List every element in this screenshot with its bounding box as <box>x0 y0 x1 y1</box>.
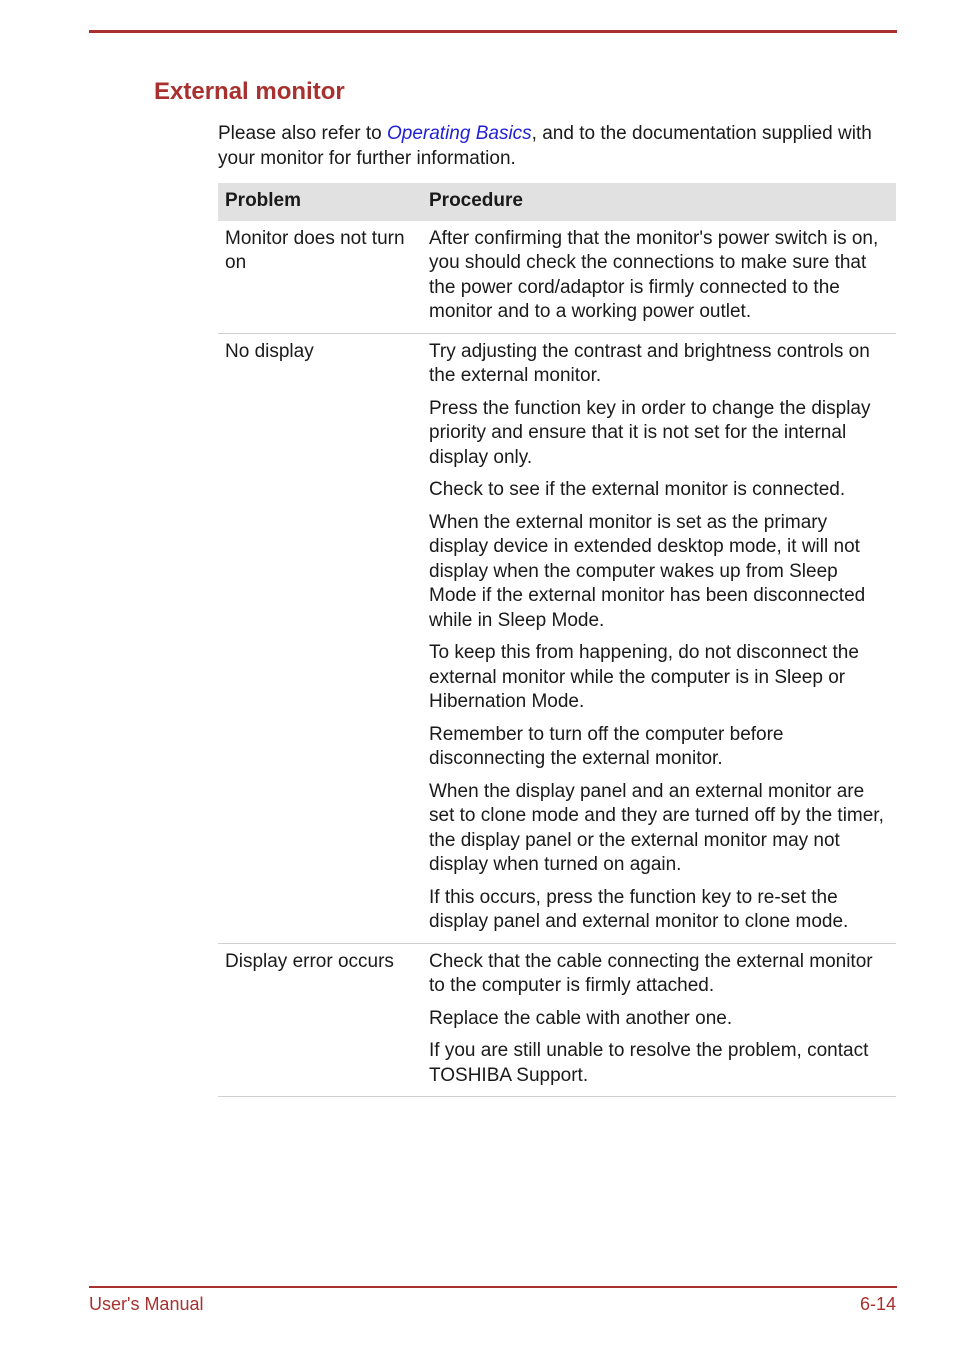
procedure-step: When the display panel and an external monitor are set to clone mode and they are turned off by the timer, the display panel or the external monitor may not display when turned on again. <box>429 780 884 875</box>
procedure-step: After confirming that the monitor's power switch is on, you should check the connections to make sure that the power cord/adaptor is firmly connected to the monitor and to a working power outlet. <box>429 227 879 322</box>
procedure-cell <box>422 221 896 334</box>
header-procedure: Procedure <box>422 183 896 221</box>
procedure-step: Check that the cable connecting the external monitor to the computer is firmly attached. <box>429 950 873 996</box>
procedure-step: If you are still unable to resolve the problem, contact TOSHIBA Support. <box>429 1040 869 1086</box>
header-problem: Problem <box>218 183 422 221</box>
troubleshooting-table <box>218 183 896 1097</box>
procedure-step: If this occurs, press the function key to re-set the display panel and external monitor to clone mode. <box>429 886 849 932</box>
problem-cell: Display error occurs <box>218 943 422 1097</box>
operating-basics-link[interactable]: Operating Basics <box>386 123 532 144</box>
intro-paragraph <box>218 121 898 171</box>
intro-text-after: , and to the documentation supplied with your monitor for further information. <box>218 123 872 169</box>
table-row <box>218 943 896 1097</box>
problem-cell: No display <box>218 333 422 943</box>
table-row <box>218 333 896 943</box>
procedure-cell <box>422 333 896 943</box>
table-header-row <box>218 183 896 221</box>
footer-manual-title: User's Manual <box>89 1294 204 1314</box>
procedure-cell <box>422 943 896 1097</box>
procedure-step: Press the function key in order to change the display priority and ensure that it is not set for the internal display only. <box>429 397 871 468</box>
bottom-rule <box>89 1286 897 1288</box>
procedure-step: Replace the cable with another one. <box>429 1007 733 1029</box>
procedure-step: To keep this from happening, do not disconnect the external monitor while the computer is in Sleep or Hibernation Mode. <box>429 642 859 712</box>
footer-page-number: 6-14 <box>859 1294 896 1314</box>
procedure-step: Check to see if the external monitor is connected. <box>429 479 846 500</box>
procedure-step: When the external monitor is set as the primary display device in extended desktop mode, it will not display when the computer wakes up from Sleep Mode if the external monitor has been disconnected while in Sleep Mode. <box>429 511 866 631</box>
procedure-step: Try adjusting the contrast and brightness controls on the external monitor. <box>429 340 870 386</box>
section-title: External monitor <box>154 78 345 105</box>
intro-text-before: Please also refer to <box>218 123 387 144</box>
problem-cell: Monitor does not turn on <box>218 221 422 334</box>
top-rule <box>89 30 897 33</box>
procedure-step: Remember to turn off the computer before disconnecting the external monitor. <box>429 723 784 769</box>
table-row <box>218 221 896 334</box>
